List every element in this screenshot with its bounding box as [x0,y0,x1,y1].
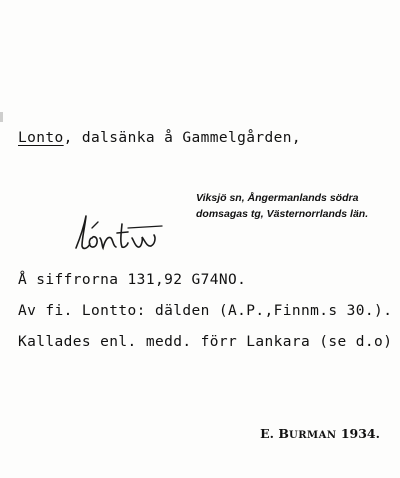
signature-initial: E. [260,426,275,441]
parish-stamp [196,190,368,222]
coordinates-line: Å siffrorna 131,92 G74NO. [18,272,247,288]
headword: Lonto [18,130,64,146]
signature [260,426,380,441]
signature-name-capital: B [278,426,289,441]
signature-year: 1934. [340,426,380,441]
stamp-line-1: Viksjö sn, Ångermanlands södra [196,192,359,204]
former-name-line: Kallades enl. medd. förr Lankara (se d.o) [18,334,393,350]
etymology-line: Av fi. Lontto: dälden (A.P.,Finnm.s 30.). [18,303,393,319]
handwritten-pronunciation [70,208,180,254]
signature-name-rest: URMAN [288,430,337,441]
stamp-line-2: domsagas tg, Västernorrlands län. [196,208,369,220]
headword-description: , dalsänka å Gammelgården, [63,130,302,146]
headword-line [18,130,301,146]
card-edge-mark [0,112,3,122]
